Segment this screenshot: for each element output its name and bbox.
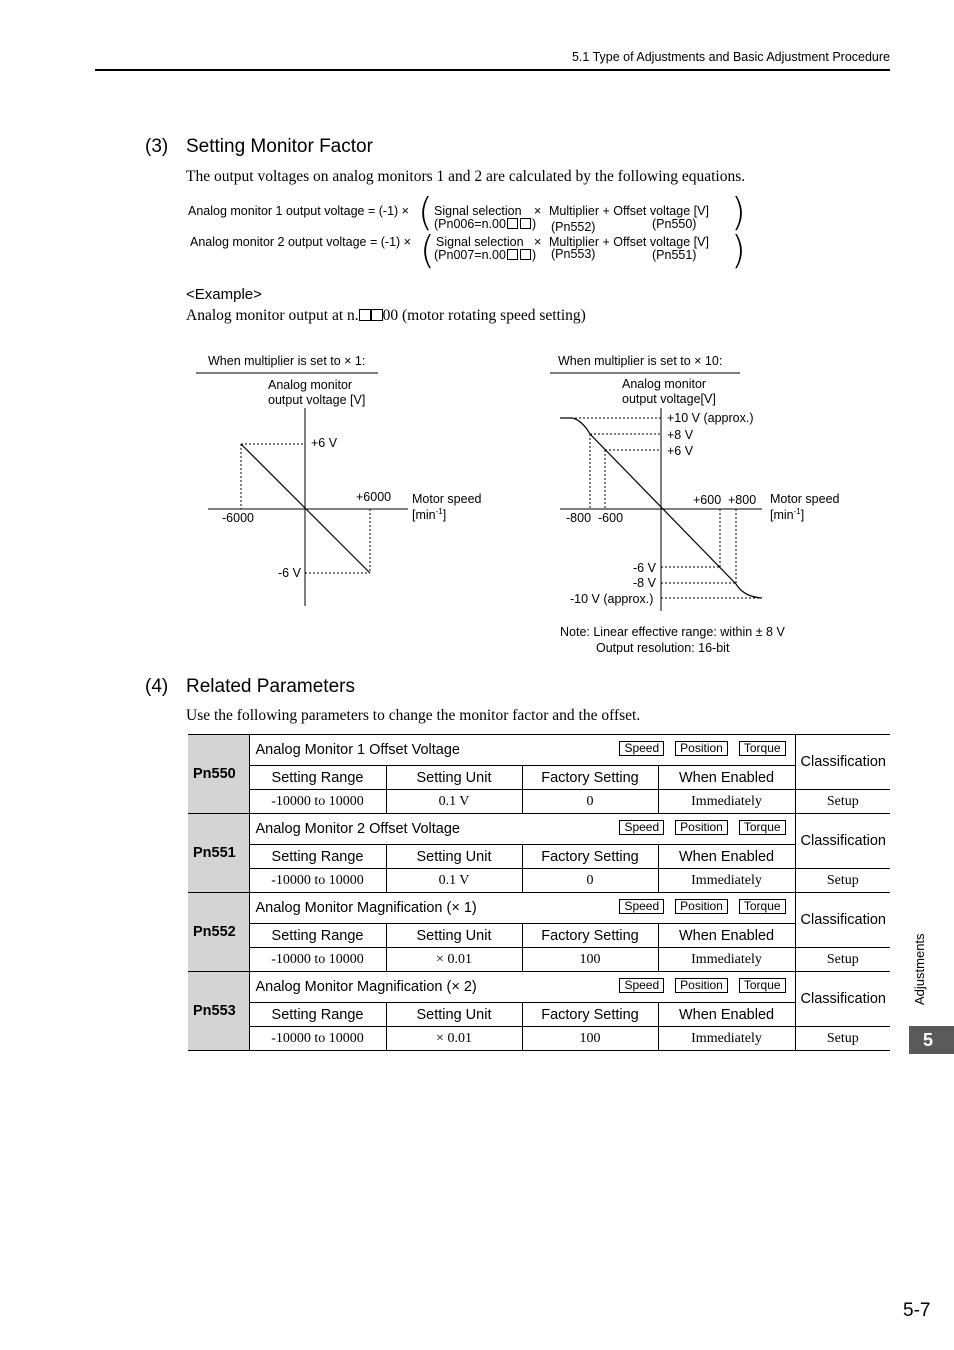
graph2-tick-6v: +6 V xyxy=(667,444,694,458)
graph2-note-1: Note: Linear effective range: within ± 8 V xyxy=(560,625,785,639)
graph1-ylabel-1: Analog monitor xyxy=(268,378,353,392)
param-header-row xyxy=(188,845,890,869)
section-4-number: (4) xyxy=(145,676,169,697)
header-when-enabled: When Enabled xyxy=(658,766,795,790)
graph1-tick-neg-v: -6 V xyxy=(278,566,301,580)
header-setting-range: Setting Range xyxy=(249,845,386,869)
tag-speed: Speed xyxy=(619,899,664,914)
eq2-signal-param: (Pn007=n.00 ) xyxy=(434,248,537,262)
chapter-side-label: Adjustments xyxy=(912,933,927,1005)
tag-speed: Speed xyxy=(619,741,664,756)
value-setting-unit: × 0.01 xyxy=(386,1027,522,1051)
graph1-caption: When multiplier is set to × 1: xyxy=(208,354,366,368)
eq1-signal-param: (Pn006=n.00 ) xyxy=(434,217,537,231)
param-header-row xyxy=(188,1003,890,1027)
value-when-enabled: Immediately xyxy=(658,869,795,893)
value-setting-range: -10000 to 10000 xyxy=(249,1027,386,1051)
header-setting-unit: Setting Unit xyxy=(386,924,522,948)
header-factory-setting: Factory Setting xyxy=(522,924,658,948)
graph2-note-2: Output resolution: 16-bit xyxy=(596,641,730,655)
classification-header: Classification xyxy=(795,814,890,869)
value-classification: Setup xyxy=(795,869,890,893)
value-classification: Setup xyxy=(795,790,890,814)
eq2-signal: Signal selection xyxy=(436,235,524,249)
section-4-intro: Use the following parameters to change the monitor factor and the offset. xyxy=(186,707,641,724)
mode-tags xyxy=(608,978,785,993)
mode-tags xyxy=(608,820,785,835)
graph2-ylabel-1: Analog monitor xyxy=(622,377,707,391)
eq2-multiplier: Multiplier + Offset voltage [V] xyxy=(549,235,709,249)
header-setting-range: Setting Range xyxy=(249,924,386,948)
value-setting-range: -10000 to 10000 xyxy=(249,790,386,814)
graph2-tick-m600: -600 xyxy=(598,511,624,525)
param-value-row xyxy=(188,869,890,893)
param-value-row xyxy=(188,790,890,814)
param-value-row xyxy=(188,1027,890,1051)
eq1-lhs: Analog monitor 1 output voltage = (-1) × xyxy=(188,204,409,218)
value-when-enabled: Immediately xyxy=(658,1027,795,1051)
tag-torque: Torque xyxy=(739,741,786,756)
graph2-tick-10v: +10 V (approx.) xyxy=(667,411,754,425)
tag-speed: Speed xyxy=(619,978,664,993)
header-factory-setting: Factory Setting xyxy=(522,766,658,790)
param-name-row xyxy=(188,893,890,924)
graph2-tick-800: +800 xyxy=(728,493,757,507)
parameter-table xyxy=(188,734,890,1051)
value-setting-range: -10000 to 10000 xyxy=(249,948,386,972)
tag-torque: Torque xyxy=(739,820,786,835)
value-when-enabled: Immediately xyxy=(658,790,795,814)
tag-position: Position xyxy=(675,820,728,835)
eq2-multiplier-param: (Pn553) xyxy=(551,247,596,261)
header-when-enabled: When Enabled xyxy=(658,845,795,869)
tag-torque: Torque xyxy=(739,899,786,914)
graph2-xlabel-2: $[\min^{-1}]$ xyxy=(770,507,805,523)
param-name-cell xyxy=(249,893,795,924)
param-number: Pn552 xyxy=(188,893,249,972)
graph2-tick-8v: +8 V xyxy=(667,428,694,442)
param-header-row xyxy=(188,766,890,790)
tag-position: Position xyxy=(675,978,728,993)
param-name-cell xyxy=(249,972,795,1003)
mode-tags xyxy=(608,899,785,914)
mode-tags xyxy=(608,741,785,756)
eq1-multiplier: Multiplier + Offset voltage [V] xyxy=(549,204,709,218)
eq2-times: × xyxy=(534,235,542,249)
example-heading: <Example> xyxy=(186,286,262,303)
eq1-close-paren: ) xyxy=(731,190,746,234)
example-text: Analog monitor output at n. 00 (motor rotating speed setting) xyxy=(186,307,586,324)
graph1-tick-pos-x: +6000 xyxy=(356,490,392,504)
header-setting-unit: Setting Unit xyxy=(386,766,522,790)
eq1-multiplier-param: (Pn552) xyxy=(551,220,596,234)
graph2-tick-600: +600 xyxy=(693,493,722,507)
classification-header: Classification xyxy=(795,893,890,948)
param-name-cell xyxy=(249,735,795,766)
section-3-number: (3) xyxy=(145,136,169,157)
param-header-row xyxy=(188,924,890,948)
value-setting-unit: 0.1 V xyxy=(386,790,522,814)
value-setting-range: -10000 to 10000 xyxy=(249,869,386,893)
section-4-title: Related Parameters xyxy=(186,676,355,697)
value-factory-setting: 0 xyxy=(522,869,658,893)
header-setting-unit: Setting Unit xyxy=(386,845,522,869)
graph2-tick-m10v: -10 V (approx.) xyxy=(570,592,654,606)
header-setting-range: Setting Range xyxy=(249,766,386,790)
param-name: Analog Monitor Magnification (× 1) xyxy=(255,900,477,916)
header-factory-setting: Factory Setting xyxy=(522,845,658,869)
param-number: Pn551 xyxy=(188,814,249,893)
param-name-row xyxy=(188,972,890,1003)
param-name-row xyxy=(188,814,890,845)
section-3-title: Setting Monitor Factor xyxy=(186,136,373,157)
header-when-enabled: When Enabled xyxy=(658,1003,795,1027)
section-3-intro: The output voltages on analog monitors 1 and 2 are calculated by the following equations. xyxy=(186,168,746,185)
tag-position: Position xyxy=(675,741,728,756)
graph1-tick-neg-x: -6000 xyxy=(222,511,254,525)
eq1-open-paren: ( xyxy=(418,190,433,234)
eq1-signal: Signal selection xyxy=(434,204,522,218)
param-number: Pn550 xyxy=(188,735,249,814)
tag-speed: Speed xyxy=(619,820,664,835)
header-when-enabled: When Enabled xyxy=(658,924,795,948)
running-header: 5.1 Type of Adjustments and Basic Adjustment Procedure xyxy=(571,50,890,64)
param-name-row xyxy=(188,735,890,766)
value-factory-setting: 100 xyxy=(522,948,658,972)
graph2-caption: When multiplier is set to × 10: xyxy=(558,354,723,368)
graph2-tick-m6v: -6 V xyxy=(633,561,656,575)
page-number: 5-7 xyxy=(903,1300,931,1321)
graph1-xlabel-1: Motor speed xyxy=(412,492,482,506)
value-setting-unit: × 0.01 xyxy=(386,948,522,972)
header-setting-unit: Setting Unit xyxy=(386,1003,522,1027)
value-factory-setting: 0 xyxy=(522,790,658,814)
graph2-tick-m8v: -8 V xyxy=(633,576,656,590)
eq1-times: × xyxy=(534,204,542,218)
param-number: Pn553 xyxy=(188,972,249,1051)
graph2-xlabel-1: Motor speed xyxy=(770,492,840,506)
header-setting-range: Setting Range xyxy=(249,1003,386,1027)
graph1-xlabel-2: $[\min^{-1}]$ xyxy=(412,507,447,523)
value-classification: Setup xyxy=(795,1027,890,1051)
tag-position: Position xyxy=(675,899,728,914)
param-value-row xyxy=(188,948,890,972)
eq2-open-paren: ( xyxy=(420,228,435,272)
param-name: Analog Monitor Magnification (× 2) xyxy=(255,979,477,995)
param-name: Analog Monitor 1 Offset Voltage xyxy=(255,742,460,758)
chapter-tab: 5 xyxy=(909,1026,954,1054)
graph1-ylabel-2: output voltage [V] xyxy=(268,393,366,407)
param-name: Analog Monitor 2 Offset Voltage xyxy=(255,821,460,837)
graph2-ylabel-2: output voltage[V] xyxy=(622,392,716,406)
value-classification: Setup xyxy=(795,948,890,972)
eq2-lhs: Analog monitor 2 output voltage = (-1) × xyxy=(190,235,411,249)
classification-header: Classification xyxy=(795,735,890,790)
value-when-enabled: Immediately xyxy=(658,948,795,972)
graph1-tick-pos-v: +6 V xyxy=(311,436,338,450)
tag-torque: Torque xyxy=(739,978,786,993)
value-setting-unit: 0.1 V xyxy=(386,869,522,893)
eq2-offset-param: (Pn551) xyxy=(652,248,697,262)
param-name-cell xyxy=(249,814,795,845)
header-factory-setting: Factory Setting xyxy=(522,1003,658,1027)
graph2-tick-m800: -800 xyxy=(566,511,592,525)
classification-header: Classification xyxy=(795,972,890,1027)
eq1-offset-param: (Pn550) xyxy=(652,217,697,231)
value-factory-setting: 100 xyxy=(522,1027,658,1051)
eq2-close-paren: ) xyxy=(731,228,746,272)
